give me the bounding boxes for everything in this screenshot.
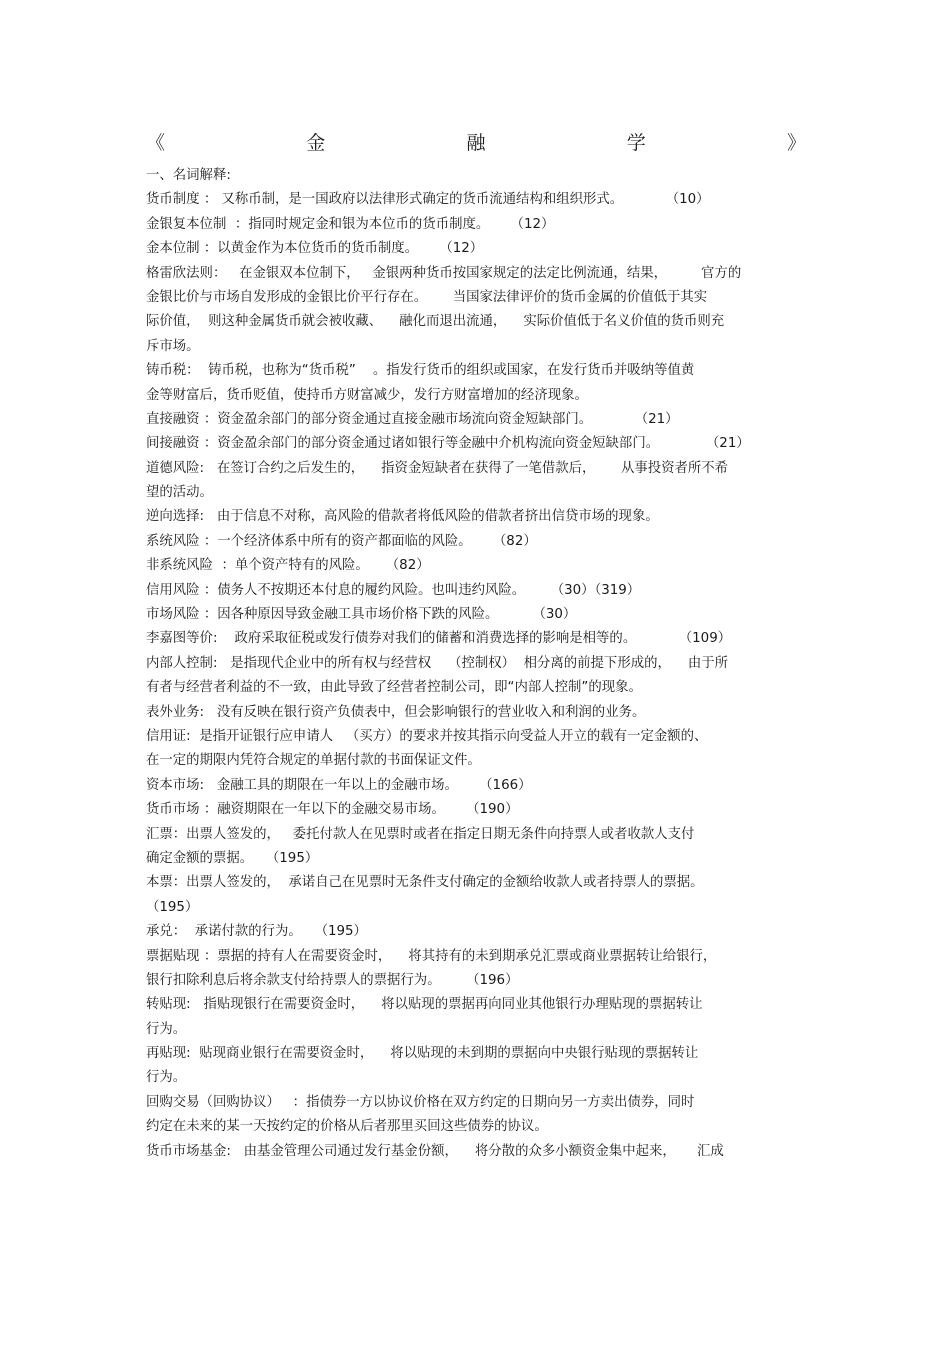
text-line: 承兑： 承诺付款的行为。 （195） — [146, 924, 367, 940]
text-line: 货币市场基金: 由基金管理公司通过发行基金份额， 将分散的众多小额资金集中起来， 汇成 — [146, 1143, 724, 1159]
title-open-bracket: 《 — [146, 131, 166, 154]
text-line: 金银复本位制 ：指同时规定金和银为本位币的货币制度。 （12） — [146, 216, 555, 232]
text-line: 表外业务: 没有反映在银行资产负债表中，但会影响银行的营业收入和利润的业务。 — [146, 704, 646, 720]
text-line: 汇票：出票人签发的， 委托付款人在见票时或者在指定日期无条件向持票人或者收款人支付 — [146, 826, 695, 842]
text-line: （195） — [146, 899, 199, 915]
text-line: 内部人控制: 是指现代企业中的所有权与经营权 （控制权） 相分离的前提下形成的， 由于所 — [146, 655, 729, 671]
text-line: 信用风险 ：债务人不按期还本付息的履约风险。也叫违约风险。 （30）（319） — [146, 582, 641, 598]
text-line: 票据贴现 ：票据的持有人在需要资金时， 将其持有的未到期承兑汇票或商业票据转让给银行， — [146, 948, 717, 964]
text-line: 货币市场 ：融资期限在一年以下的金融交易市场。 （190） — [146, 802, 519, 818]
text-line: 铸币税： 铸币税，也称为“货币税” 。指发行货币的组织或国家，在发行货币并吸纳等值黄 — [146, 363, 695, 379]
text-line: 回购交易（回购协议） ：指债券一方以协议价格在双方约定的日期向另一方卖出债券，同时 — [146, 1094, 695, 1110]
text-line: 信用证: 是指开证银行应申请人 （买方）的要求并按其指示向受益人开立的载有一定金额的、 — [146, 728, 708, 744]
text-line: 道德风险: 在签订合约之后发生的， 指资金短缺者在获得了一笔借款后， 从事投资者所不希 — [146, 460, 729, 476]
text-line: 再贴现: 贴现商业银行在需要资金时， 将以贴现的未到期的票据向中央银行贴现的票据转让 — [146, 1046, 699, 1062]
document-body — [146, 164, 810, 1188]
text-line: 金等财富后，货币贬值，使持币方财富减少，发行方财富增加的经济现象。 — [146, 387, 588, 403]
text-line: 斥市场。 — [146, 338, 200, 354]
text-line: 际价值， 则这种金属货币就会被收藏、 融化而退出流通， 实际价值低于名义价值的货币则充 — [146, 314, 725, 330]
text-line: 望的活动。 — [146, 485, 213, 501]
title-char-xue: 学 — [626, 131, 646, 154]
text-line: 本票：出票人签发的， 承诺自己在见票时无条件支付确定的金额给收款人或者持票人的票据。 — [146, 875, 704, 891]
text-line — [146, 1164, 810, 1188]
text-line: 转贴现: 指贴现银行在需要资金时， 将以贴现的票据再向同业其他银行办理贴现的票据转让 — [146, 997, 703, 1013]
document-title — [146, 126, 806, 156]
text-line: 市场风险 ：因各种原因导致金融工具市场价格下跌的风险。 （30） — [146, 607, 577, 623]
text-line: 格雷欣法则： 在金银双本位制下， 金银两种货币按国家规定的法定比例流通，结果， 官方的 — [146, 265, 742, 281]
text-line: 在一定的期限内凭符合规定的单据付款的书面保证文件。 — [146, 753, 481, 769]
text-line: 逆向选择: 由于信息不对称，高风险的借款者将低风险的借款者挤出信贷市场的现象。 — [146, 509, 659, 525]
text-line: 货币制度 ： 又称币制，是一国政府以法律形式确定的货币流通结构和组织形式。 （10） — [146, 192, 710, 208]
text-line: 确定金额的票据。 （195） — [146, 850, 319, 866]
text-line: 有者与经营者利益的不一致，由此导致了经营者控制公司，即“内部人控制”的现象。 — [146, 680, 642, 696]
title-char-rong: 融 — [466, 131, 486, 154]
text-line: 资本市场: 金融工具的期限在一年以上的金融市场。 （166） — [146, 777, 532, 793]
glossary-lines — [146, 188, 810, 1188]
text-line: 李嘉图等价: 政府采取征税或发行债券对我们的储蓄和消费选择的影响是相等的。 （109） — [146, 631, 732, 647]
text-line: 银行扣除利息后将余款支付给持票人的票据行为。 （196） — [146, 972, 519, 988]
text-line: 行为。 — [146, 1021, 187, 1037]
section-heading: 一、名词解释: — [146, 168, 231, 183]
text-line: 金本位制 ：以黄金作为本位货币的货币制度。 （12） — [146, 241, 484, 257]
text-line: 金银比价与市场自发形成的金银比价平行存在。 当国家法律评价的货币金属的价值低于其实 — [146, 289, 708, 305]
text-line: 直接融资 ：资金盈余部门的部分资金通过直接金融市场流向资金短缺部门。 （21） — [146, 411, 679, 427]
text-line: 约定在未来的某一天按约定的价格从后者那里买回这些债券的协议。 — [146, 1119, 548, 1135]
text-line: 间接融资 ：资金盈余部门的部分资金通过诸如银行等金融中介机构流向资金短缺部门。 （21） — [146, 436, 750, 452]
text-line: 行为。 — [146, 1070, 187, 1086]
text-line: 系统风险 ：一个经济体系中所有的资产都面临的风险。 （82） — [146, 533, 537, 549]
title-char-jin: 金 — [306, 131, 326, 154]
text-line: 非系统风险 ：单个资产特有的风险。 （82） — [146, 558, 430, 574]
title-close-bracket: 》 — [786, 131, 806, 154]
